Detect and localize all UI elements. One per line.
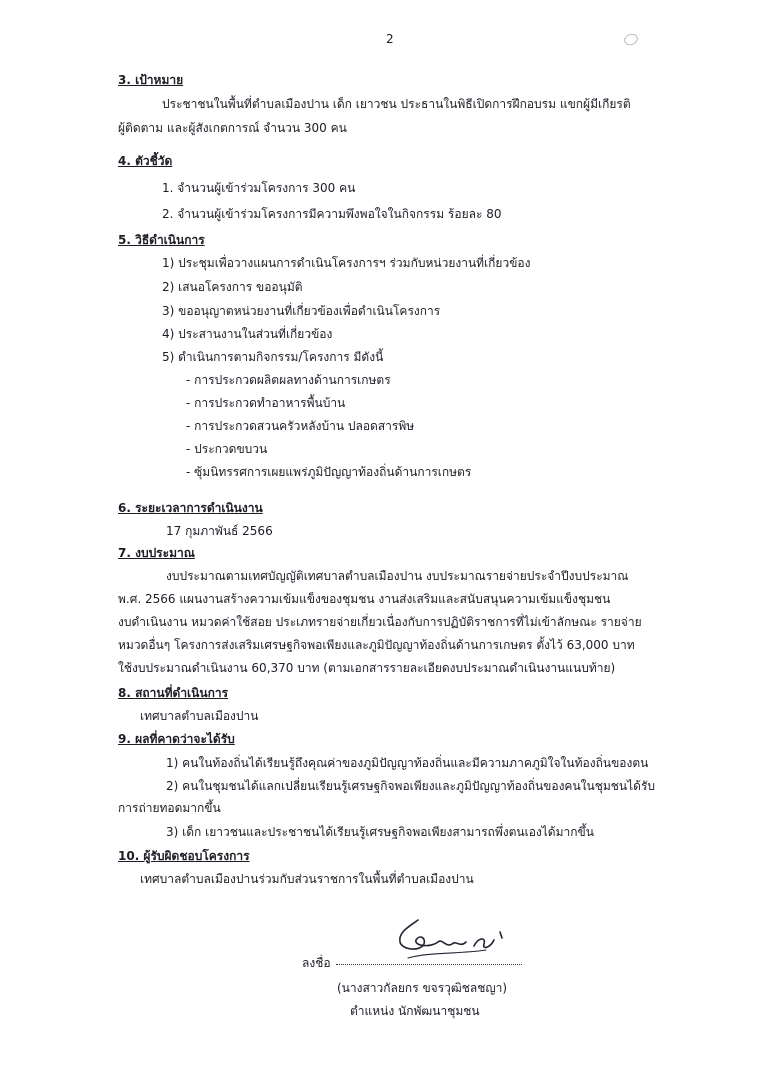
section-8-line-1: เทศบาลตำบลเมืองปาน bbox=[140, 709, 259, 723]
signatory-name: (นางสาวกัลยกร ขจรวุฒิชลชญา) bbox=[337, 981, 508, 995]
section-5-sub-1: - การประกวดผลิตผลทางด้านการเกษตร bbox=[186, 373, 391, 387]
section-3-line-2: ผู้ติดตาม และผู้สังเกตการณ์ จำนวน 300 คน bbox=[118, 121, 347, 135]
section-7-title: 7. งบประมาณ bbox=[118, 546, 195, 560]
section-7-line-3: งบดำเนินงาน หมวดค่าใช้สอย ประเภทรายจ่ายเกี่ยวเนื่องกับการปฏิบัติราชการที่ไม่เข้าลักษณะ รายจ่าย bbox=[118, 615, 642, 629]
section-5-item-5: 5) ดำเนินการตามกิจกรรม/โครงการ มีดังนี้ bbox=[162, 350, 384, 364]
page-number: 2 bbox=[386, 32, 394, 46]
signatory-position: ตำแหน่ง นักพัฒนาชุมชน bbox=[350, 1004, 480, 1018]
section-5-item-2: 2) เสนอโครงการ ขออนุมัติ bbox=[162, 280, 303, 294]
signature-line bbox=[336, 964, 522, 965]
section-5-item-1: 1) ประชุมเพื่อวางแผนการดำเนินโครงการฯ ร่วมกับหน่วยงานที่เกี่ยวข้อง bbox=[162, 256, 531, 270]
section-4-line-2: 2. จำนวนผู้เข้าร่วมโครงการมีความพึงพอใจในกิจกรรม ร้อยละ 80 bbox=[162, 207, 502, 221]
section-9-line-1: 1) คนในท้องถิ่นได้เรียนรู้ถึงคุณค่าของภูมิปัญญาท้องถิ่นและมีความภาคภูมิใจในท้องถิ่นของตน bbox=[166, 756, 649, 770]
section-5-sub-4: - ประกวดขบวน bbox=[186, 442, 268, 456]
section-7-line-1: งบประมาณตามเทศบัญญัติเทศบาลตำบลเมืองปาน งบประมาณรายจ่ายประจำปีงบประมาณ bbox=[166, 569, 629, 583]
section-3-line-1: ประชาชนในพื้นที่ตำบลเมืองปาน เด็ก เยาวชน ประธานในพิธีเปิดการฝึกอบรม แขกผู้มีเกียรติ bbox=[162, 97, 631, 111]
section-7-line-4: หมวดอื่นๆ โครงการส่งเสริมเศรษฐกิจพอเพียงและภูมิปัญญาท้องถิ่นด้านการเกษตร ตั้งไว้ 63,000 บาท bbox=[118, 638, 635, 652]
section-5-sub-5: - ซุ้มนิทรรศการเผยแพร่ภูมิปัญญาท้องถิ่นด้านการเกษตร bbox=[186, 465, 472, 479]
scan-mark bbox=[623, 32, 640, 47]
section-5-item-4: 4) ประสานงานในส่วนที่เกี่ยวข้อง bbox=[162, 327, 333, 341]
section-5-item-3: 3) ขออนุญาตหน่วยงานที่เกี่ยวข้องเพื่อดำเนินโครงการ bbox=[162, 304, 441, 318]
section-10-title: 10. ผู้รับผิดชอบโครงการ bbox=[118, 849, 250, 863]
section-3-title: 3. เป้าหมาย bbox=[118, 73, 184, 87]
section-6-title: 6. ระยะเวลาการดำเนินงาน bbox=[118, 501, 263, 515]
section-4-title: 4. ตัวชี้วัด bbox=[118, 154, 173, 168]
section-6-line-1: 17 กุมภาพันธ์ 2566 bbox=[166, 524, 273, 538]
section-8-title: 8. สถานที่ดำเนินการ bbox=[118, 686, 229, 700]
section-5-sub-3: - การประกวดสวนครัวหลังบ้าน ปลอดสารพิษ bbox=[186, 419, 415, 433]
section-5-sub-2: - การประกวดทำอาหารพื้นบ้าน bbox=[186, 396, 346, 410]
section-9-line-4: 3) เด็ก เยาวชนและประชาชนได้เรียนรู้เศรษฐกิจพอเพียงสามารถพึ่งตนเองได้มากขึ้น bbox=[166, 825, 594, 839]
section-9-title: 9. ผลที่คาดว่าจะได้รับ bbox=[118, 732, 235, 746]
section-7-line-5: ใช้งบประมาณดำเนินงาน 60,370 บาท (ตามเอกสารรายละเอียดงบประมาณดำเนินงานแนบท้าย) bbox=[118, 661, 616, 675]
signature-label: ลงชื่อ bbox=[302, 956, 331, 970]
section-9-line-2: 2) คนในชุมชนได้แลกเปลี่ยนเรียนรู้เศรษฐกิจพอเพียงและภูมิปัญญาท้องถิ่นของคนในชุมชนได้รับ bbox=[166, 779, 656, 793]
section-9-line-3: การถ่ายทอดมากขึ้น bbox=[118, 801, 221, 815]
handwritten-signature bbox=[390, 912, 520, 968]
section-7-line-2: พ.ศ. 2566 แผนงานสร้างความเข้มแข็งของชุมชน งานส่งเสริมและสนับสนุนความเข้มแข็งชุมชน bbox=[118, 592, 611, 606]
section-4-line-1: 1. จำนวนผู้เข้าร่วมโครงการ 300 คน bbox=[162, 181, 356, 195]
section-5-title: 5. วิธีดำเนินการ bbox=[118, 233, 205, 247]
section-10-line-1: เทศบาลตำบลเมืองปานร่วมกับส่วนราชการในพื้นที่ตำบลเมืองปาน bbox=[140, 872, 474, 886]
